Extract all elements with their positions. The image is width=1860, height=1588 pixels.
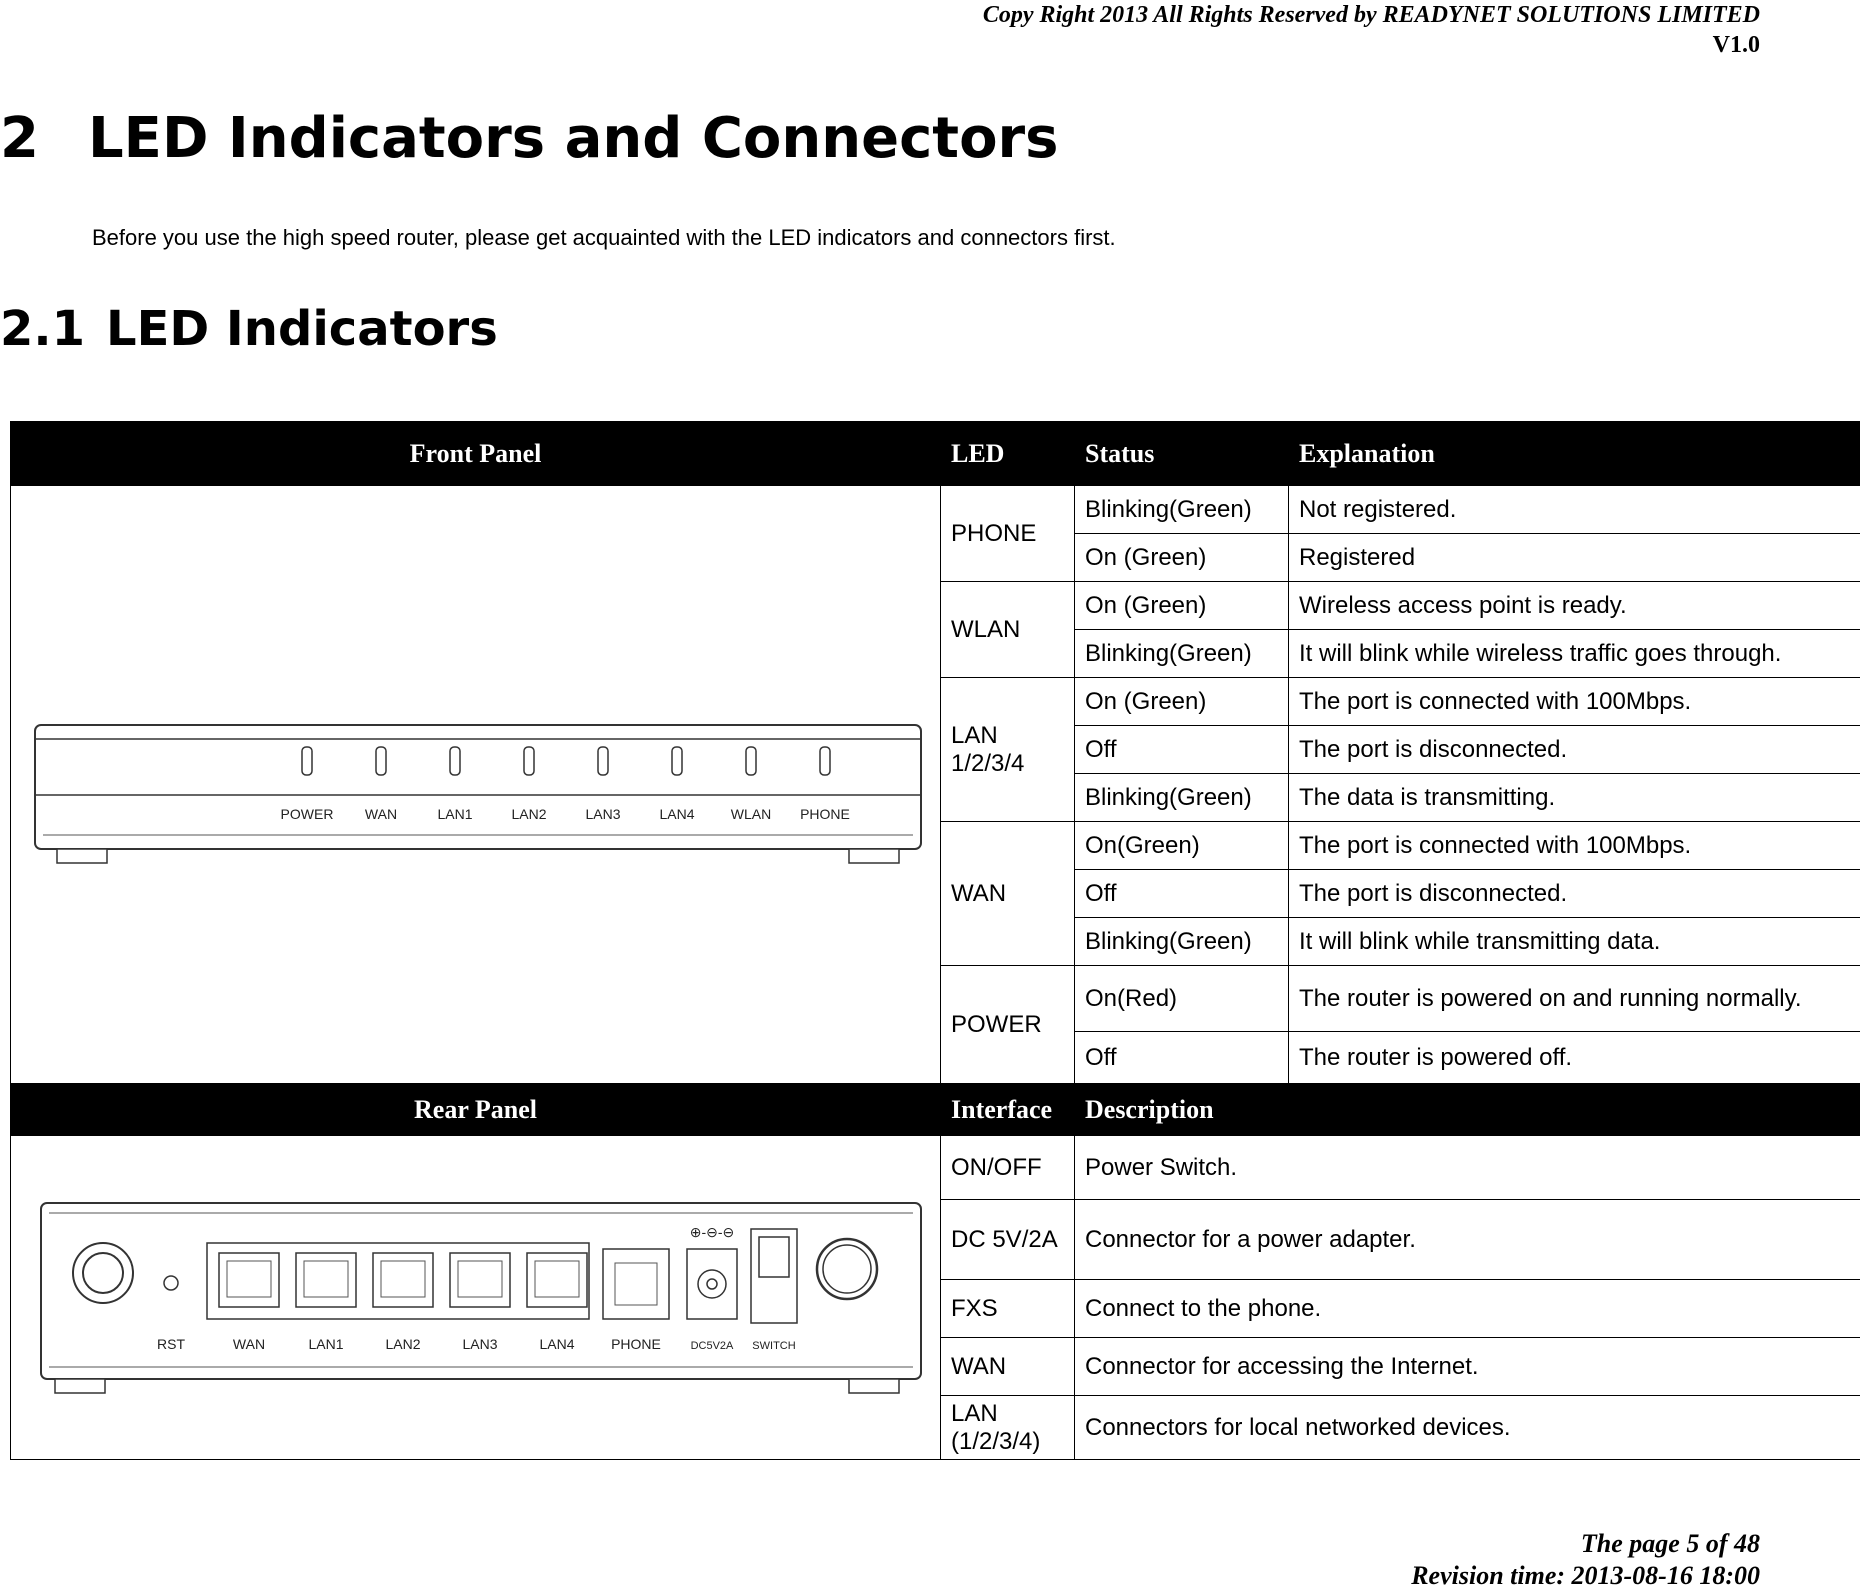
status-cell: Blinking(Green)	[1075, 486, 1289, 534]
subsection-number: 2.1	[0, 301, 86, 357]
explanation-cell: The router is powered off.	[1289, 1032, 1860, 1084]
explanation-cell: The port is disconnected.	[1289, 726, 1860, 774]
subsection-title: LED Indicators	[106, 301, 498, 357]
status-cell: Off	[1075, 1032, 1289, 1084]
description-cell: Power Switch.	[1075, 1136, 1860, 1200]
front-led-lan3	[598, 747, 608, 775]
status-cell: Blinking(Green)	[1075, 630, 1289, 678]
table-row	[11, 486, 1860, 534]
front-led-power	[302, 747, 312, 775]
rear-header-row	[11, 1084, 1860, 1136]
description-cell: Connector for a power adapter.	[1075, 1200, 1860, 1280]
explanation-cell: It will blink while wireless traffic goes through.	[1289, 630, 1860, 678]
led-lan: LAN 1/2/3/4	[941, 678, 1075, 822]
explanation-cell: The port is connected with 100Mbps.	[1289, 822, 1860, 870]
explanation-cell: The port is connected with 100Mbps.	[1289, 678, 1860, 726]
status-cell: On(Green)	[1075, 822, 1289, 870]
rear-panel-label: DC5V2A	[690, 1339, 734, 1352]
front-panel-header: Front Panel	[11, 422, 941, 486]
front-led-wan	[376, 747, 386, 775]
reset-pinhole	[164, 1276, 178, 1290]
status-cell: Blinking(Green)	[1075, 918, 1289, 966]
led-wlan: WLAN	[941, 582, 1075, 678]
right-round-connector-inner	[823, 1245, 871, 1293]
interface-cell: FXS	[941, 1280, 1075, 1338]
explanation-cell: The data is transmitting.	[1289, 774, 1860, 822]
rear-panel-label: SWITCH	[752, 1339, 796, 1352]
rear-panel-label: LAN3	[462, 1335, 498, 1352]
status-header: Status	[1075, 422, 1289, 486]
front-led-lan4	[672, 747, 682, 775]
front-led-lan1	[450, 747, 460, 775]
front-led-lan2	[524, 747, 534, 775]
front-led-phone	[820, 747, 830, 775]
copyright-text: Copy Right 2013 All Rights Reserved by READYNET SOLUTIONS LIMITED	[982, 2, 1760, 28]
revision-time: Revision time: 2013-08-16 18:00	[1411, 1561, 1760, 1588]
description-cell: Connector for accessing the Internet.	[1075, 1338, 1860, 1396]
rear-panel-header: Rear Panel	[11, 1084, 941, 1136]
status-cell: Off	[1075, 870, 1289, 918]
description-cell: Connectors for local networked devices.	[1075, 1396, 1860, 1460]
front-panel-label: PHONE	[800, 805, 850, 822]
interface-cell: WAN	[941, 1338, 1075, 1396]
explanation-cell: Registered	[1289, 534, 1860, 582]
dc-jack-pin	[707, 1279, 717, 1289]
front-panel-label: WLAN	[730, 805, 772, 822]
power-switch-rocker	[759, 1237, 789, 1277]
interface-cell: DC 5V/2A	[941, 1200, 1075, 1280]
rear-panel-diagram	[21, 1173, 931, 1423]
explanation-cell: Wireless access point is ready.	[1289, 582, 1860, 630]
front-panel-label: LAN2	[511, 805, 547, 822]
front-panel-label: LAN4	[659, 805, 695, 822]
section-number: 2	[0, 106, 39, 171]
table-row	[11, 1136, 1860, 1200]
led-header: LED	[941, 422, 1075, 486]
rear-panel-label: LAN2	[385, 1335, 421, 1352]
front-panel-diagram	[21, 685, 931, 885]
status-cell: On (Green)	[1075, 678, 1289, 726]
front-panel-label: WAN	[364, 805, 398, 822]
page-number: The page 5 of 48	[1580, 1529, 1760, 1558]
description-header: Description	[1075, 1084, 1860, 1136]
left-round-jack-inner	[83, 1253, 123, 1293]
version-text: V1.0	[1712, 32, 1760, 58]
section-heading	[0, 104, 1058, 174]
front-panel-label: LAN3	[585, 805, 621, 822]
explanation-cell: The port is disconnected.	[1289, 870, 1860, 918]
front-header-row	[11, 422, 1860, 486]
subsection-heading	[0, 297, 498, 361]
intro-paragraph: Before you use the high speed router, please get acquainted with the LED indicators and connectors first.	[92, 225, 1116, 250]
phone-port	[603, 1249, 669, 1319]
rear-panel-label: LAN4	[539, 1335, 575, 1352]
explanation-cell: Not registered.	[1289, 486, 1860, 534]
explanation-cell: The router is powered on and running normally.	[1289, 966, 1860, 1032]
rear-panel-label: RST	[157, 1335, 185, 1352]
section-title: LED Indicators and Connectors	[88, 106, 1059, 171]
status-cell: On (Green)	[1075, 582, 1289, 630]
front-panel-label: POWER	[280, 805, 334, 822]
status-cell: Off	[1075, 726, 1289, 774]
status-cell: On (Green)	[1075, 534, 1289, 582]
front-panel-label: LAN1	[437, 805, 473, 822]
led-power: POWER	[941, 966, 1075, 1084]
description-cell: Connect to the phone.	[1075, 1280, 1860, 1338]
led-phone: PHONE	[941, 486, 1075, 582]
interface-header: Interface	[941, 1084, 1075, 1136]
interface-cell: LAN (1/2/3/4)	[941, 1396, 1075, 1460]
rear-panel-label: WAN	[232, 1335, 266, 1352]
rear-panel-label: PHONE	[611, 1335, 661, 1352]
status-cell: Blinking(Green)	[1075, 774, 1289, 822]
front-panel-image-cell	[11, 486, 941, 1084]
status-cell: On(Red)	[1075, 966, 1289, 1032]
rear-panel-label: LAN1	[308, 1335, 344, 1352]
led-wan: WAN	[941, 822, 1075, 966]
interface-cell: ON/OFF	[941, 1136, 1075, 1200]
page-footer	[1411, 1528, 1760, 1588]
dc-polarity-symbol: ⊕-⊖-⊖	[689, 1223, 735, 1240]
led-connectors-table	[10, 421, 1860, 1460]
page-header	[983, 0, 1760, 60]
rear-panel-image-cell	[11, 1136, 941, 1460]
explanation-header: Explanation	[1289, 422, 1860, 486]
explanation-cell: It will blink while transmitting data.	[1289, 918, 1860, 966]
front-led-wlan	[746, 747, 756, 775]
